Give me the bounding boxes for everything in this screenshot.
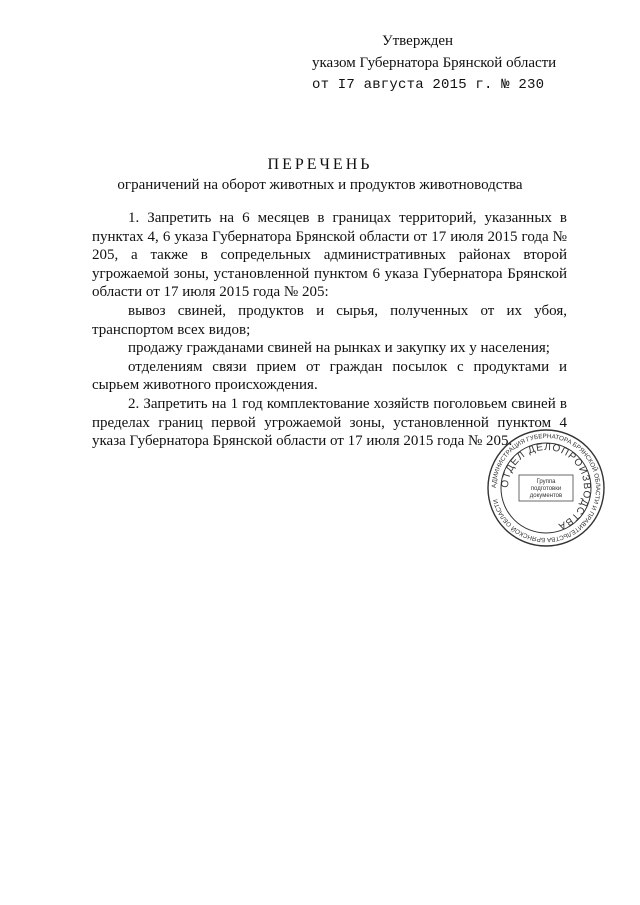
document-body: [92, 209, 567, 451]
paragraph-5: 2. Запретить на 1 год комплектование хозяйств поголовьем свиней в пределах границ первой угрожаемой зоны, установленной пунктом 4 указа Губернатора Брянской области от 17 июля 2015 года № 205.: [92, 395, 567, 450]
seal-outer-text: АДМИНИСТРАЦИЯ ГУБЕРНАТОРА БРЯНСКОЙ ОБЛАСТИ И ПРАВИТЕЛЬСТВА БРЯНСКОЙ ОБЛАСТИ: [490, 432, 602, 544]
approval-line-1: Утвержден: [382, 33, 454, 49]
approval-line-2: указом Губернатора Брянской области: [312, 55, 557, 71]
seal-center-line-2: подготовки: [530, 486, 562, 492]
seal-inner-text: ОТДЕЛ ДЕЛОПРОИЗВОДСТВА: [499, 441, 593, 532]
seal-center-line-1: Группа: [536, 479, 556, 485]
paragraph-3: продажу гражданами свиней на рынках и закупку их у населения;: [128, 340, 550, 357]
approval-line-3: от I7 августа 2015 г. № 230: [312, 77, 545, 93]
document-subtitle: ограничений на оборот животных и продуктов животноводства: [117, 177, 523, 193]
paragraph-1: 1. Запретить на 6 месяцев в границах территорий, указанных в пунктах 4, 6 указа Губернатора Брянской области от 17 июля 2015 года № 205, а также в сопредельных административных районах второй угрожаемой зоны, установленной пунктом 6 указа Губернатора Брянской области от 17 июля 2015 года № 205:: [92, 210, 567, 301]
paragraph-4: отделениям связи прием от граждан посылок с продуктами и сырьем животного происхождения.: [92, 358, 567, 394]
seal-center-line-3: документов: [529, 493, 563, 499]
official-seal-stamp: [486, 428, 606, 548]
approval-block: [312, 30, 556, 96]
document-title: ПЕРЕЧЕНЬ: [267, 156, 373, 173]
paragraph-2: вывоз свиней, продуктов и сырья, полученных от их убоя, транспортом всех видов;: [92, 302, 567, 338]
